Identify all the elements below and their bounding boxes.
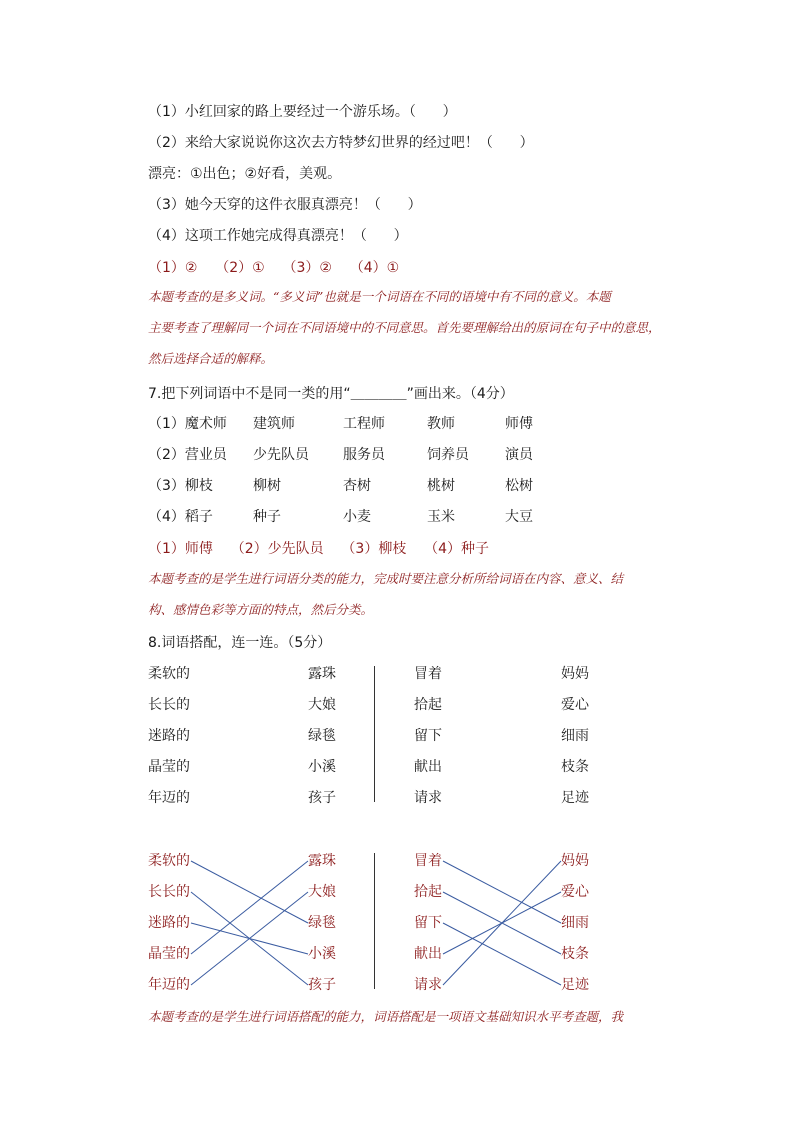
q8-word: 留下 [414, 728, 442, 744]
q8-word: 长长的 [148, 697, 190, 713]
q7-word: 玉米 [427, 509, 455, 525]
q6-item-3: （3）她今天穿的这件衣服真漂亮！（ ） [148, 197, 422, 213]
q8-link-line [191, 861, 308, 923]
q7-word: （4）稻子 [148, 509, 213, 525]
q8-word: 小溪 [308, 946, 336, 962]
q8-word: 孩子 [308, 790, 336, 806]
q8-word: 年迈的 [148, 790, 190, 806]
q8-word: 绿毯 [308, 728, 336, 744]
q8-explanation-1: 本题考查的是学生进行词语搭配的能力，词语搭配是一项语文基础知识水平考查题，我 [148, 1009, 624, 1024]
q7-word: 松树 [505, 478, 533, 494]
q7-word: 演员 [505, 447, 533, 463]
q8-word: 露珠 [308, 853, 336, 869]
q8-word: 请求 [414, 977, 442, 993]
q7-word: 饲养员 [427, 447, 469, 463]
q6-explanation-1: 本题考查的是多义词。“多义词”也就是一个词语在不同的语境中有不同的意义。本题 [148, 289, 611, 304]
q8-word: 爱心 [561, 697, 589, 713]
q8-word: 拾起 [414, 884, 442, 900]
q8-word: 大娘 [308, 697, 336, 713]
q8-title: 8.词语搭配，连一连。（5分） [148, 635, 332, 651]
q7-word: 桃树 [427, 478, 455, 494]
q7-word: 建筑师 [253, 416, 295, 432]
q8-link-line [443, 923, 561, 985]
q8-word: 迷路的 [148, 915, 190, 931]
q7-word: 师傅 [505, 416, 533, 432]
q8-word: 年迈的 [148, 977, 190, 993]
q7-word: 少先队员 [253, 447, 309, 463]
q6-item-2: （2）来给大家说说你这次去方特梦幻世界的经过吧！（ ） [148, 135, 534, 151]
q8-word: 留下 [414, 915, 442, 931]
q8-word: 露珠 [308, 666, 336, 682]
q7-explanation-2: 构、感情色彩等方面的特点，然后分类。 [148, 602, 374, 617]
q8-word: 爱心 [561, 884, 589, 900]
q8-word: 冒着 [414, 853, 442, 869]
q6-item-1: （1）小红回家的路上要经过一个游乐场。（ ） [148, 104, 457, 120]
q8-link-line [443, 861, 561, 985]
q6-item-4: （4）这项工作她完成得真漂亮！（ ） [148, 228, 408, 244]
q8-word: 细雨 [561, 915, 589, 931]
q8-word: 柔软的 [148, 666, 190, 682]
q8-word: 拾起 [414, 697, 442, 713]
q7-word: 种子 [253, 509, 281, 525]
q8-word: 晶莹的 [148, 946, 190, 962]
q8-word: 足迹 [561, 977, 589, 993]
q8-word: 迷路的 [148, 728, 190, 744]
q8-link-line [191, 861, 308, 954]
q8-word: 小溪 [308, 759, 336, 775]
q8-word: 献出 [414, 946, 442, 962]
q8-word: 妈妈 [561, 666, 589, 682]
q8-word: 冒着 [414, 666, 442, 682]
q7-word: 教师 [427, 416, 455, 432]
q8-word: 献出 [414, 759, 442, 775]
q8-link-line [443, 861, 561, 923]
q8-word: 枝条 [561, 759, 589, 775]
q8-word: 足迹 [561, 790, 589, 806]
q7-answer: （1）师傅 （2）少先队员 （3）柳枝 （4）种子 [148, 541, 490, 557]
q8-word: 绿毯 [308, 915, 336, 931]
q6-explanation-3: 然后选择合适的解释。 [148, 351, 274, 366]
q7-word: （2）营业员 [148, 447, 227, 463]
q7-word: 小麦 [343, 509, 371, 525]
q8-word: 晶莹的 [148, 759, 190, 775]
q7-explanation-1: 本题考查的是学生进行词语分类的能力，完成时要注意分析所给词语在内容、意义、结 [148, 571, 624, 586]
q6-answer: （1）② （2）① （3）② （4）① [148, 260, 400, 276]
q7-title: 7.把下列词语中不是同一类的用“＿＿＿＿”画出来。（4分） [148, 386, 514, 402]
q8-word: 细雨 [561, 728, 589, 744]
q6-explanation-2: 主要考查了理解同一个词在不同语境中的不同意思。首先要理解给出的原词在句子中的意思， [148, 320, 661, 335]
q8-word: 长长的 [148, 884, 190, 900]
q7-word: （1）魔术师 [148, 416, 227, 432]
q7-word: （3）柳枝 [148, 478, 213, 494]
q8-word: 柔软的 [148, 853, 190, 869]
q6-definition: 漂亮：①出色；②好看，美观。 [148, 166, 342, 182]
q7-word: 杏树 [343, 478, 371, 494]
q7-word: 大豆 [505, 509, 533, 525]
q8-word: 孩子 [308, 977, 336, 993]
q7-word: 柳树 [253, 478, 281, 494]
q8-word: 大娘 [308, 884, 336, 900]
q7-word: 服务员 [343, 447, 385, 463]
q8-word: 枝条 [561, 946, 589, 962]
q8-word: 妈妈 [561, 853, 589, 869]
q7-word: 工程师 [343, 416, 385, 432]
q8-word: 请求 [414, 790, 442, 806]
